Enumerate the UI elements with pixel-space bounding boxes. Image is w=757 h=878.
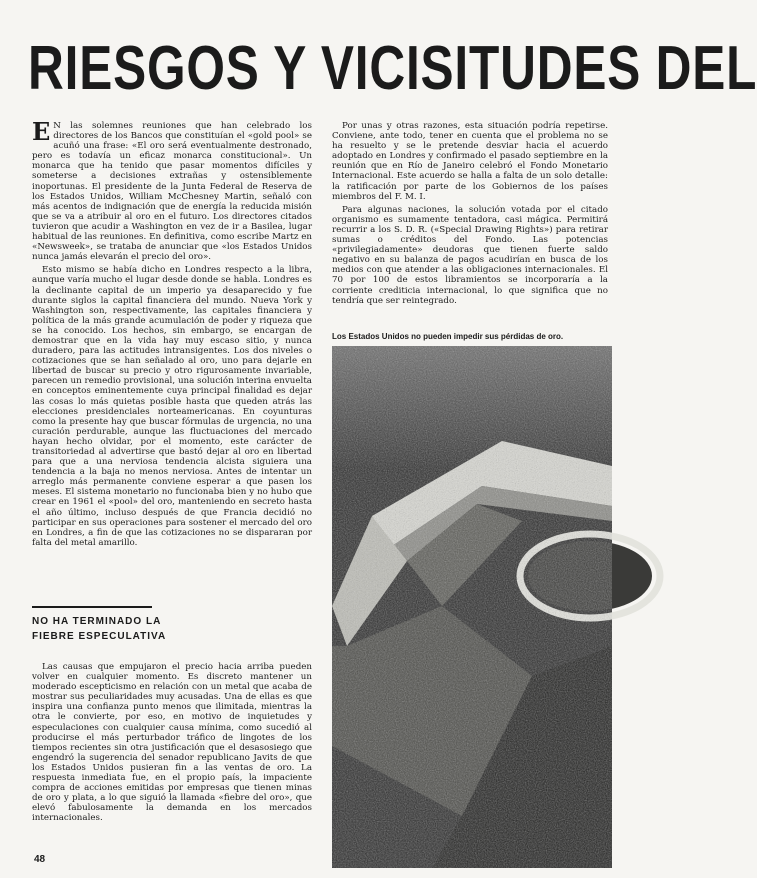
paragraph: Las causas que empujaron el precio hacia arriba pueden volver en cualquier momento. Es discreto mantener un moderado escepticismo en relación con un metal que acaba de mostrar sus peculiaridades muy acusadas. Una de ellas es que inspira una confianza punto menos que ilimitada, mientras la otra le convierte, por eso, en motivo de inquietudes y especulaciones con cualquier causa mínima, como sucedió al producirse el más perturbador tráfico de lingotes de los tiempos recientes sin otra justificación que el desasosiego que engendró la sugerencia del senador republicano Javits de que los Estados Unidos pusieran fin a las ventas de oro. La respuesta inmediata fue, en el propio país, la impaciente compra de acciones emitidas por empresas que tienen minas de oro y plata, a lo que siguió la llamada «fiebre del oro», que elevó fabulosamente la demanda en los mercados internacionales. [32,662,312,824]
left-bottom-column [32,662,312,862]
page-number: 48 [34,854,46,865]
photo-caption: Los Estados Unidos no pueden impedir sus pérdidas de oro. [332,332,564,341]
paragraph: Por unas y otras razones, esta situación podría repetirse. Conviene, ante todo, tener en cuenta que el problema no se ha resuelto y se le pretende desviar hacia el acuerdo adoptado en Londres y confirmado el pasado septiembre en la reunión que en Río de Janeiro celebró el Fondo Monetario Internacional. Este acuerdo se halla a falta de un solo detalle: la ratificación por parte de los Gobiernos de los países miembros del F. M. I. [332,121,608,202]
left-column [32,117,312,607]
subhead: NO HA TERMINADO LA FIEBRE ESPECULATIVA [32,616,167,642]
paragraph: Para algunas naciones, la solución votada por el citado organismo es sumamente tentadora, casi mágica. Permitirá recurrir a los S. D. R. («Special Drawing Rights») para retirar sumas o créditos del Fondo. Las potencias «privilegiadamente» deudoras que tienen fuerte saldo negativo en su balanza de pagos acudirían en busca de los medios con que atender a las obligaciones internacionales. El 70 por 100 de estos libramientos se incorporaría a la corriente crediticia internacional, lo que significa que no tendría que ser reintegrado. [332,204,608,306]
photo [332,346,612,868]
subhead-rule [32,606,152,608]
paragraph [32,117,312,263]
right-column [332,121,608,327]
headline: RIESGOS Y VICISITUDES DEL [28,34,757,103]
drop-cap: E [32,117,51,146]
paragraph-text: N las solemnes reuniones que han celebrado los directores de los Bancos que constituían el «gold pool» se acuñó una frase: «El oro será eventualmente destronado, pero es todavía un eficaz monarca constitucional». Un monarca que ha tenido que pasar momentos difíciles y someterse a decisiones extrañas y ostensiblemente inoportunas. El presidente de la Junta Federal de Reserva de los Estados Unidos, William McChesney Martin, señaló con más acentos de indignación que de energía la reducida misión que se va a atribuir al oro en el futuro. Los directores citados tuvieron que acudir a Washington en vez de ir a Basilea, lugar habitual de las reuniones. En definitiva, como escribe Martz en «Newsweek», se trataba de anunciar que «los Estados Unidos nunca jamás elevarán el precio del oro». [32,121,312,263]
paragraph: Esto mismo se había dicho en Londres respecto a la libra, aunque varía mucho el lugar desde donde se habla. Londres es la declinante capital de un imperio ya desaparecido y fue durante siglos la capital financiera del mundo. Nueva York y Washington son, respectivamente, las capitales financiera y política de la más grande acumulación de poder y riqueza que se ha conocido. Los hechos, sin embargo, se encargan de demostrar que en la vida hay muy escaso sitio, y nunca duradero, para las actitudes intransigentes. Los dos niveles o cotizaciones que se han señalado al oro, uno para dejarle en libertad de buscar su precio y otro rigurosamente invariable, parecen un remedio provisional, una solución interina envuelta en conceptos eminentemente cuya principal finalidad es dejar las cosas lo más quietas posible hasta que queden atrás las elecciones presidenciales norteamericanas. En coyunturas como la presente hay que buscar fórmulas de urgencia, no una curación perdurable, aunque las fluctuaciones del mercado hayan hecho olvidar, por el momento, este carácter de transitoriedad al advertirse que bastó dejar al oro en libertad para que a una nerviosa tendencia alcista siguiera una tendencia a la baja no menos nerviosa. Antes de intentar un arreglo más permanente conviene esperar a que pasen los meses. El sistema monetario no funcionaba bien y no hubo que crear en 1961 el «pool» del oro, manteniendo en secreto hasta el año último, incluso después de que Francia decidió no participar en sus operaciones para sostener el mercado del oro en Londres, a fin de que las cotizaciones no se dispararan por falta del metal amarillo. [32,265,312,548]
photo-image [332,346,612,868]
